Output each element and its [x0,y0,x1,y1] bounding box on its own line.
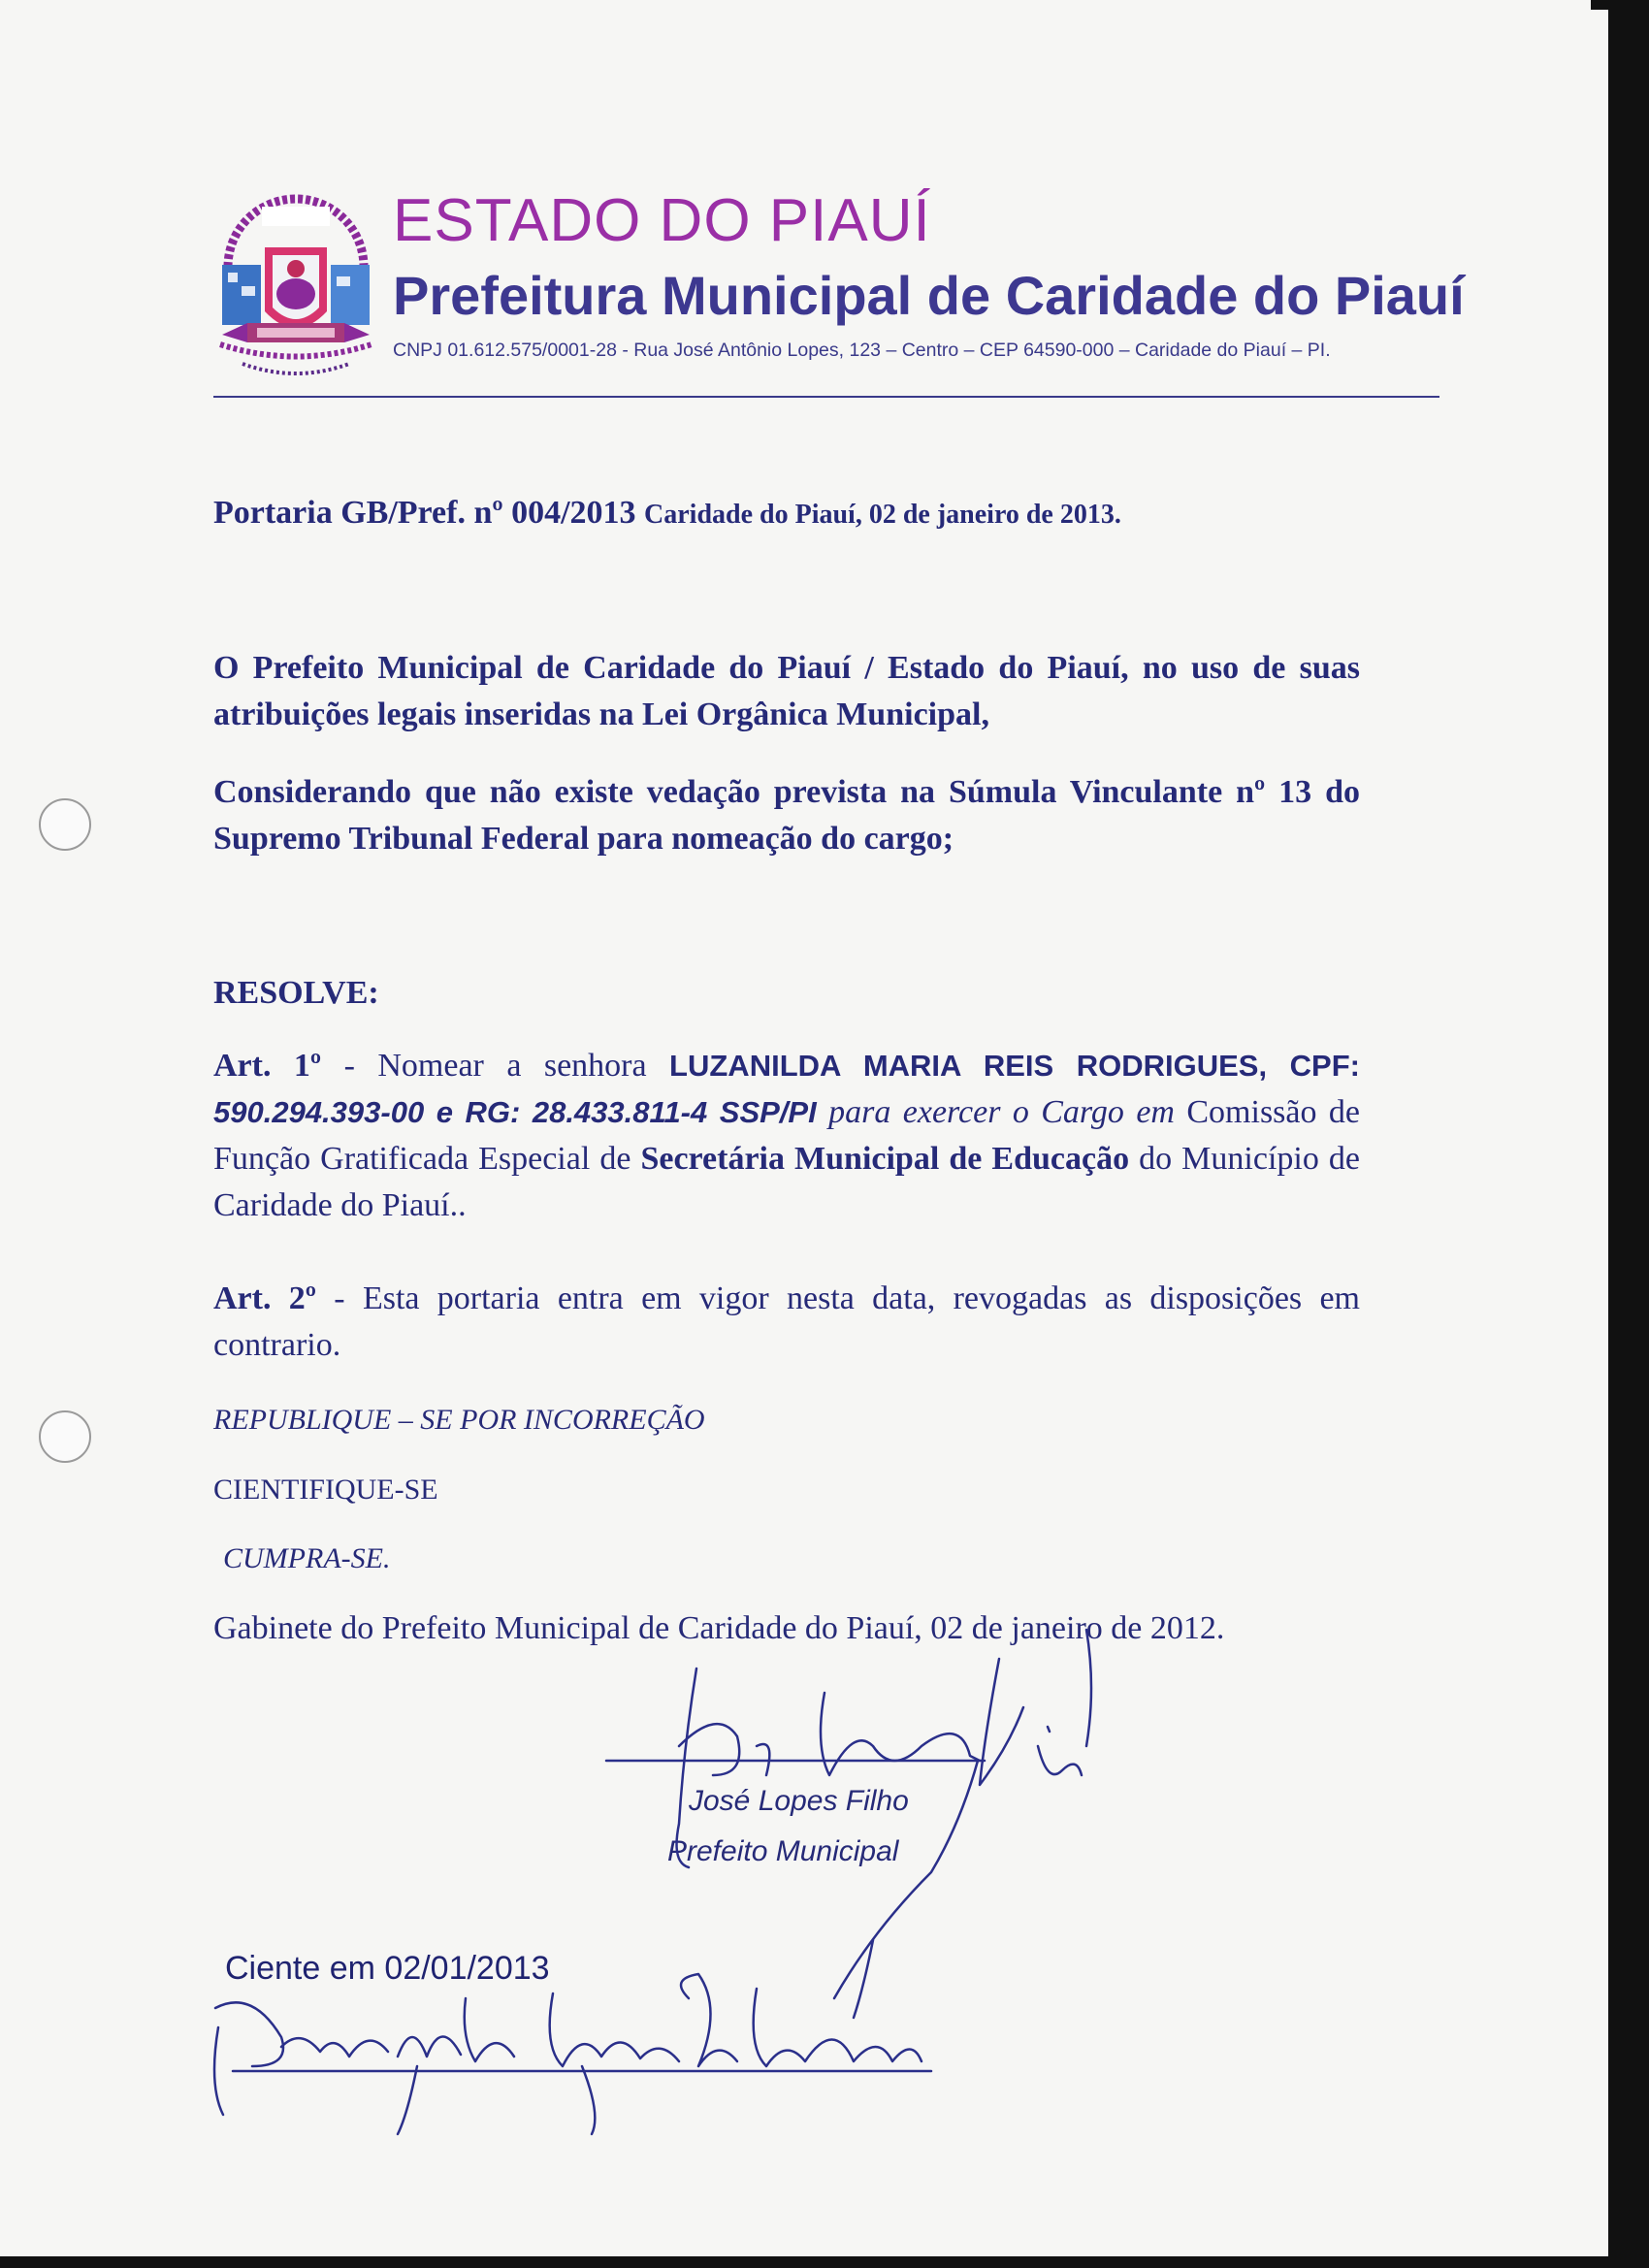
portaria-heading [213,490,1360,538]
header-prefeitura-title: Prefeitura Municipal de Caridade do Piauí [393,265,1465,326]
punch-hole [39,798,91,851]
header-address: CNPJ 01.612.575/0001-28 - Rua José Antônio Lopes, 123 – Centro – CEP 64590-000 – Caridade do Piauí – PI. [393,340,1331,361]
article-1 [213,1043,1360,1229]
scan-edge-right [1608,0,1649,2268]
cumpra-line: CUMPRA-SE. [223,1542,391,1574]
ciente-line: Ciente em 02/01/2013 [225,1950,550,1987]
article-1-label: Art. 1º [213,1048,322,1084]
article-2-text: - Esta portaria entra em vigor nesta data, revogadas as disposições em contrario. [213,1280,1360,1363]
article-1-mid: para exercer o Cargo em [816,1094,1175,1130]
portaria-date: Caridade do Piauí, 02 de janeiro de 2013. [644,500,1121,530]
signer-role: Prefeito Municipal [667,1835,899,1867]
municipal-crest-icon [209,189,383,403]
appointee-name: LUZANILDA MARIA REIS RODRIGUES, CPF: [669,1049,1360,1083]
appointee-signature-icon [214,1974,931,2134]
header-state-title: ESTADO DO PIAUÍ [393,187,931,254]
header-divider [213,396,1439,398]
appointed-role: Secretária Municipal de Educação [640,1141,1130,1177]
portaria-number: Portaria GB/Pref. nº 004/2013 [213,495,636,531]
considerando-paragraph: Considerando que não existe vedação prevista na Súmula Vinculante nº 13 do Supremo Tribunal Federal para nomeação do cargo; [213,774,1360,857]
cientifique-line: CIENTIFIQUE-SE [213,1474,438,1506]
appointee-documents: 590.294.393-00 e RG: 28.433.811-4 SSP/PI [213,1095,817,1129]
preamble-paragraph: O Prefeito Municipal de Caridade do Piauí / Estado do Piauí, no uso de suas atribuições legais inseridas na Lei Orgânica Municipal, [213,650,1360,732]
article-2 [213,1276,1360,1369]
resolve-heading: RESOLVE: [213,975,379,1011]
signer-name: José Lopes Filho [689,1785,909,1817]
punch-hole [39,1410,91,1463]
scan-edge-top [1591,0,1649,10]
mayor-signature-icon [606,1630,1091,2018]
article-2-label: Art. 2º [213,1280,316,1316]
gabinete-line: Gabinete do Prefeito Municipal de Caridade do Piauí, 02 de janeiro de 2012. [213,1610,1225,1646]
article-1-text2: Comissão de Função Gratificada Especial de [213,1094,1361,1177]
scan-edge-bottom [0,2256,1649,2268]
republique-line: REPUBLIQUE – SE POR INCORREÇÃO [213,1404,705,1436]
article-1-lead: - Nomear a senhora [321,1048,670,1084]
article-1-tail: do Município de Caridade do Piauí.. [213,1141,1360,1223]
